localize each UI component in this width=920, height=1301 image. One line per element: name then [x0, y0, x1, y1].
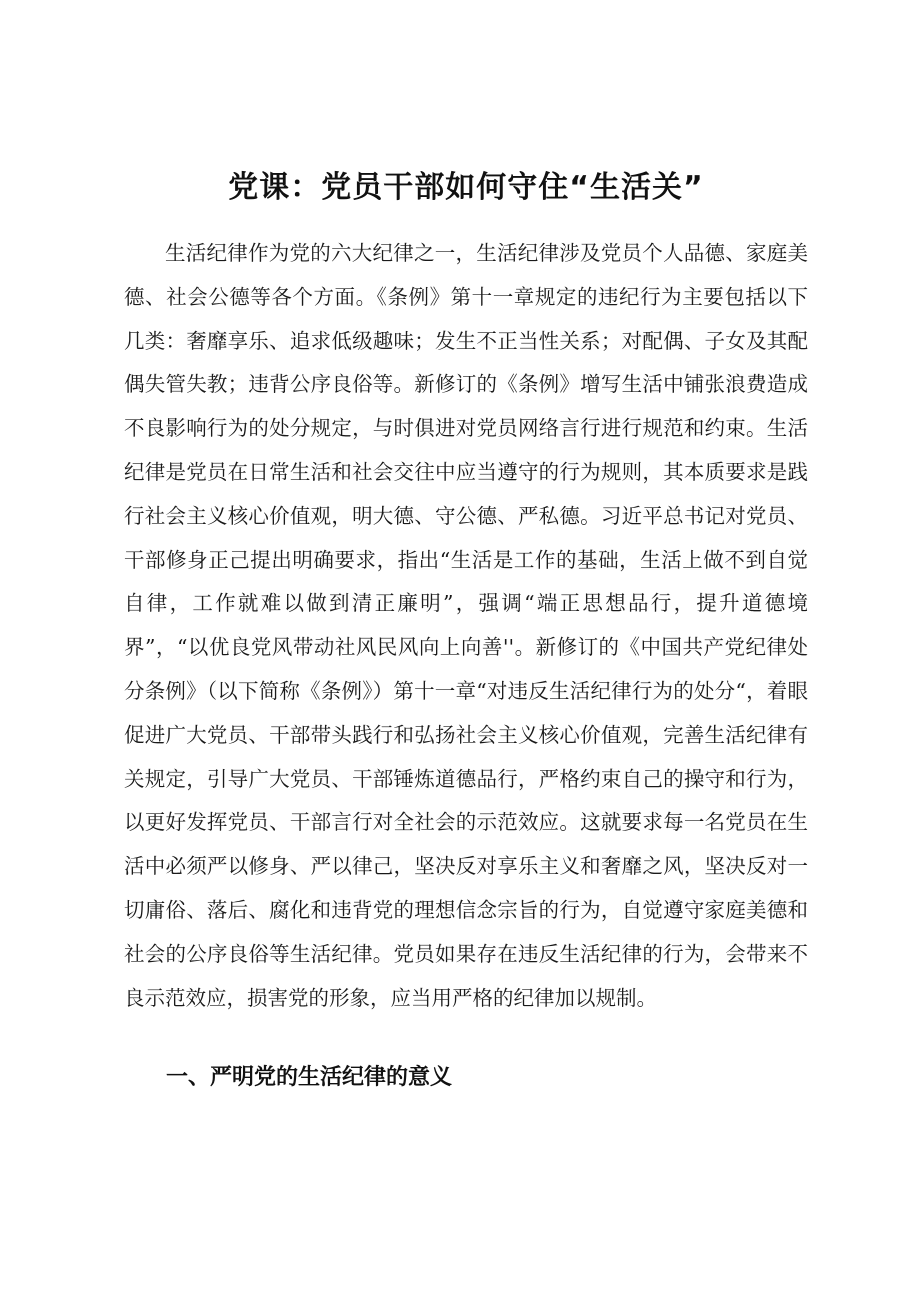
body-paragraph: 生活纪律作为党的六大纪律之一，生活纪律涉及党员个人品德、家庭美德、社会公德等各个方面。《条例》第十一章规定的违纪行为主要包括以下几类：奢靡享乐、追求低级趣味；发生不正当性关系；对配偶、子女及其配偶失管失教；违背公序良俗等。新修订的《条例》增写生活中铺张浪费造成不良影响行为的处分规定，与时俱进对党员网络言行进行规范和约束。生活纪律是党员在日常生活和社会交往中应当遵守的行为规则，其本质要求是践行社会主义核心价值观，明大德、守公德、严私德。习近平总书记对党员、干部修身正己提出明确要求，指出“生活是工作的基础，生活上做不到自觉自律，工作就难以做到清正廉明”，强调“端正思想品行，提升道德境界”，“以优良党风带动社风民风向上向善''。新修订的《中国共产党纪律处分条例》（以下简称《条例》）第十一章“对违反生活纪律行为的处分“，着眼促进广大党员、干部带头践行和弘扬社会主义核心价值观，完善生活纪律有关规定，引导广大党员、干部锤炼道德品行，严格约束自己的操守和行为，以更好发挥党员、干部言行对全社会的示范效应。这就要求每一名党员在生活中必须严以修身、严以律己，坚决反对享乐主义和奢靡之风，坚决反对一切庸俗、落后、腐化和违背党的理想信念宗旨的行为，自觉遵守家庭美德和社会的公序良俗等生活纪律。党员如果存在违反生活纪律的行为，会带来不良示范效应，损害党的形象，应当用严格的纪律加以规制。	[124, 241, 808, 1010]
document-title: 党课：党员干部如何守住“生活关”	[228, 170, 704, 205]
section-heading: 一、严明党的生活纪律的意义	[166, 1065, 453, 1090]
